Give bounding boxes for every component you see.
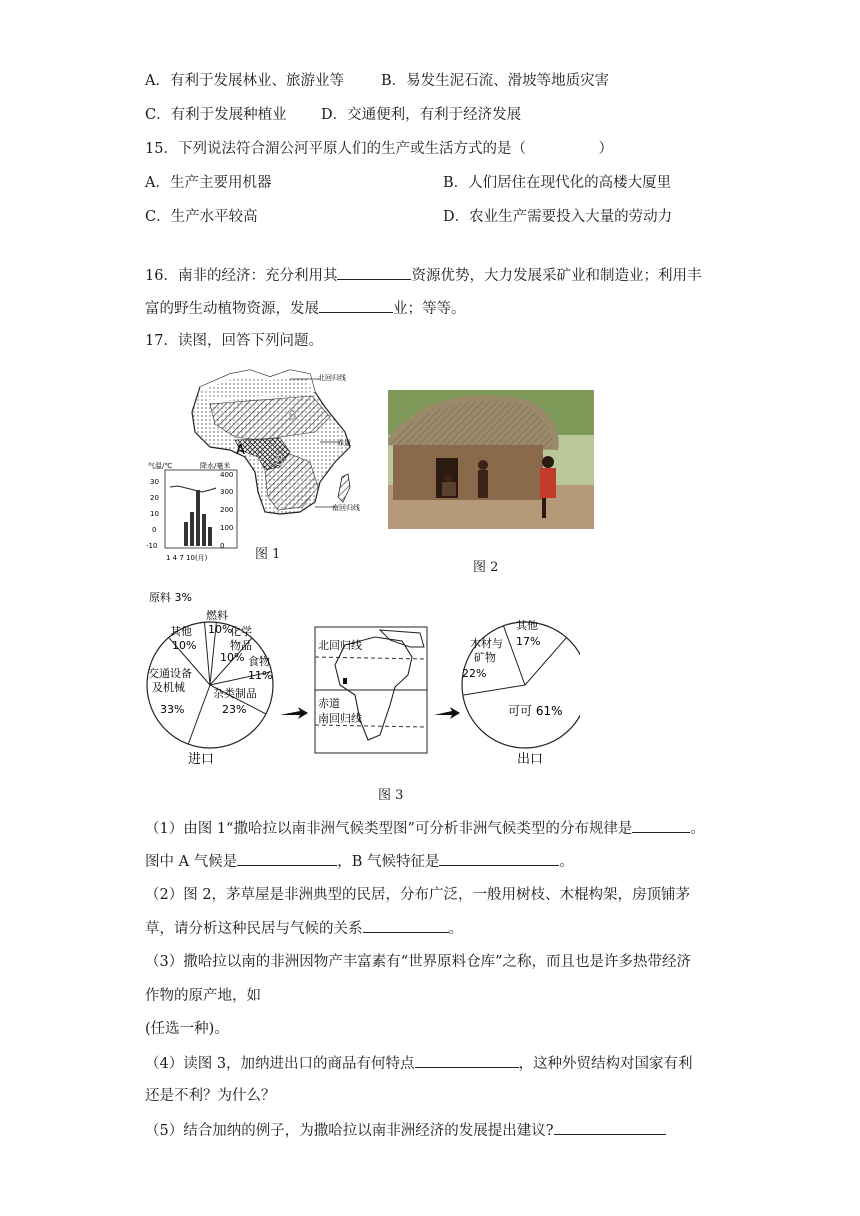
arrow-right-icon	[280, 707, 308, 719]
export-label-other: 其他	[516, 619, 538, 632]
figure-1-climate-map	[140, 362, 370, 567]
map-tropic-n: 北回归线	[318, 639, 362, 652]
import-label: 进口	[188, 752, 215, 767]
fig1-tropic-n: 北回归线	[318, 374, 346, 382]
sub3-line3: (任选一种)。	[145, 1021, 229, 1037]
sub2-line2	[145, 918, 463, 939]
sub5-line	[145, 1120, 666, 1141]
sub4-text-b: ，这种外贸结构对国家有利	[518, 1056, 693, 1072]
sub1-text-a: （1）由图 1“撒哈拉以南非洲气候类型图”可分析非洲气候类型的分布规律是	[145, 821, 633, 837]
import-label-transport: 交通设备	[148, 667, 192, 680]
fig1-label-b1: B	[288, 409, 297, 424]
import-label-chem2: 物品	[230, 639, 252, 652]
fig1-equator: 赤道	[337, 439, 351, 447]
q16-blank-2[interactable]	[319, 298, 393, 313]
sub1-text-d: ，B 气候特征是	[337, 854, 440, 870]
sub1-text-e: 。	[559, 854, 574, 870]
export-label-wood: 木材与	[470, 637, 503, 650]
q16-text-2: 资源优势，大力发展采矿业和制造业；利用丰	[411, 268, 702, 284]
sub2-blank[interactable]	[363, 918, 449, 933]
fig2-caption: 图 2	[473, 560, 499, 575]
q16-line2	[145, 298, 466, 319]
sub1-blank-1[interactable]	[632, 818, 690, 833]
q14-option-b: B．易发生泥石流、滑坡等地质灾害	[381, 73, 610, 89]
import-label-other: 其他	[170, 625, 192, 638]
import-label-fuel-pct: 10%	[208, 623, 233, 636]
fig1-precip-tick-3: 100	[220, 524, 234, 532]
fig1-label-b2: B	[275, 454, 284, 469]
sub4-line1	[145, 1053, 693, 1074]
fig1-temp-label: 气温/℃	[148, 462, 173, 470]
sub1-text-b: 。	[690, 821, 705, 837]
import-label-transport2: 及机械	[152, 681, 185, 694]
export-label: 出口	[517, 752, 544, 767]
q15-option-a: A．生产主要用机器	[145, 175, 272, 191]
fig3-caption: 图 3	[378, 788, 404, 803]
fig1-tropic-s: 南回归线	[332, 504, 360, 512]
import-label-fuel: 燃料	[206, 609, 228, 622]
import-label-misc-pct: 23%	[222, 703, 247, 716]
sub1-line1	[145, 818, 705, 839]
fig1-temp-tick-3: 0	[152, 526, 157, 534]
fig1-precip-tick-2: 200	[220, 506, 234, 514]
q15-option-d: D．农业生产需要投入大量的劳动力	[443, 209, 673, 225]
fig1-label-a: A	[236, 443, 245, 458]
figure-2-hut-photo	[388, 390, 594, 529]
sub4-blank[interactable]	[415, 1053, 519, 1068]
fig1-climate-chart	[146, 461, 237, 562]
q17-stem: 17．读图，回答下列问题。	[145, 333, 323, 349]
fig1-precip-label: 降水/毫米	[200, 462, 231, 470]
import-label-food-pct: 11%	[248, 669, 273, 682]
export-label-cocoa: 可可 61%	[508, 704, 563, 718]
sub1-text-c: 图中 A 气候是	[145, 854, 238, 870]
fig1-temp-tick-1: 20	[150, 494, 159, 502]
sub3-line1: （3）撒哈拉以南的非洲因物产丰富素有“世界原料仓库”之称，而且也是许多热带经济	[145, 954, 692, 970]
fig1-temp-tick-4: -10	[146, 542, 158, 550]
fig1-month-axis: 1 4 7 10(月)	[166, 554, 208, 562]
sub2-line1: （2）图 2，茅草屋是非洲典型的民居，分布广泛，一般用树枝、木棍构架，房顶铺茅	[145, 887, 691, 903]
fig1-caption: 图 1	[255, 547, 281, 562]
q14-option-d: D．交通便利，有利于经济发展	[321, 107, 522, 123]
q16-blank-1[interactable]	[337, 265, 411, 280]
import-label-chem: 化学	[230, 625, 252, 638]
sub2-text-c: 。	[448, 921, 463, 937]
q15-option-b: B．人们居住在现代化的高楼大厦里	[443, 175, 672, 191]
sub1-blank-3[interactable]	[439, 851, 559, 866]
import-label-transport-pct: 33%	[160, 703, 185, 716]
fig1-temp-tick-2: 10	[150, 510, 159, 518]
q15-stem: 15．下列说法符合湄公河平原人们的生产或生活方式的是（ ）	[145, 141, 613, 157]
sub1-blank-2[interactable]	[237, 851, 337, 866]
q16-text-1: 16．南非的经济：充分利用其	[145, 268, 338, 284]
import-label-raw: 原料 3%	[149, 591, 192, 604]
import-label-other-pct: 10%	[172, 639, 197, 652]
export-label-other-pct: 17%	[516, 635, 541, 648]
fig1-temp-tick-0: 30	[150, 478, 159, 486]
sub2-text-b: 草，请分析这种民居与气候的关系	[145, 921, 363, 937]
q16-text-4: 业；等等。	[393, 301, 466, 317]
sub1-line2	[145, 851, 574, 872]
sub5-blank[interactable]	[554, 1120, 666, 1135]
import-label-misc: 杂类制品	[213, 687, 257, 700]
import-label-food: 食物	[248, 655, 270, 668]
q16-text-3: 富的野生动植物资源，发展	[145, 301, 319, 317]
fig1-precip-tick-1: 300	[220, 488, 234, 496]
fig1-precip-tick-0: 400	[220, 471, 234, 479]
export-label-wood-pct: 22%	[462, 667, 487, 680]
map-tropic-s: 南回归线	[318, 712, 362, 725]
figure-3-trade	[140, 585, 580, 775]
sub4-line2: 还是不利？为什么？	[145, 1088, 276, 1104]
q16-line1	[145, 265, 701, 286]
q14-option-c: C．有利于发展种植业	[145, 107, 287, 123]
sub5-text: （5）结合加纳的例子，为撒哈拉以南非洲经济的发展提出建议?	[145, 1123, 554, 1139]
map-equator: 赤道	[318, 697, 340, 710]
fig1-precip-tick-4: 0	[220, 542, 225, 550]
sub4-text-a: （4）读图 3，加纳进出口的商品有何特点	[145, 1056, 415, 1072]
export-label-wood2: 矿物	[474, 651, 496, 664]
arrow-right-icon	[434, 707, 460, 719]
q14-option-a: A．有利于发展林业、旅游业等	[145, 73, 344, 89]
sub3-line2: 作物的原产地，如	[145, 988, 261, 1004]
q15-option-c: C．生产水平较高	[145, 209, 258, 225]
import-label-chem-pct: 10%	[220, 651, 245, 664]
